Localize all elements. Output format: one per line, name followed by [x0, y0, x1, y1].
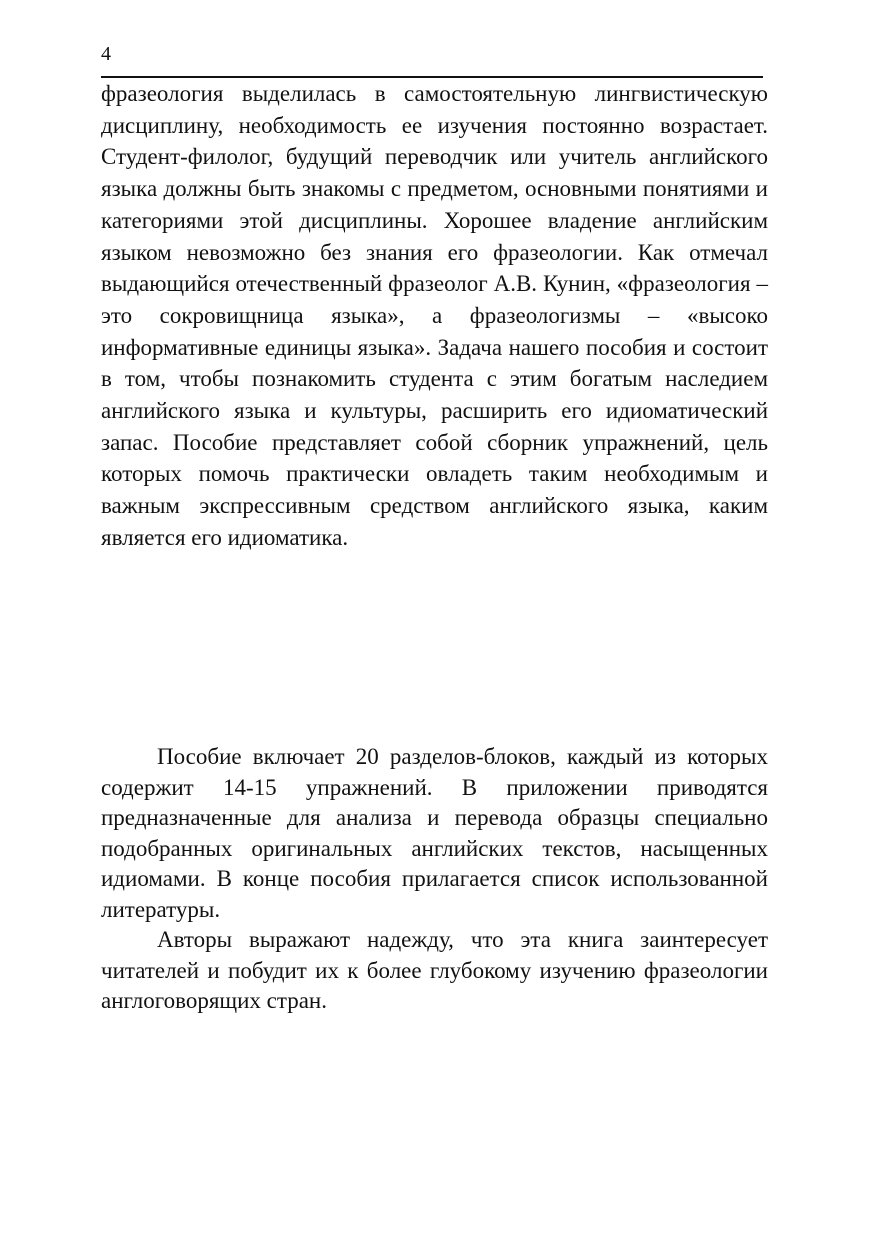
closing-paragraph: Авторы выражают надежду, что эта книга заинтересует читателей и побудит их к более глубокому изучению фразеологии англоговорящих стран.	[101, 927, 768, 1013]
structure-section	[101, 742, 768, 1017]
structure-paragraph: Пособие включает 20 разделов-блоков, каждый из которых содержит 14-15 упражнений. В приложении приводятся предназначенные для анализа и перевода образцы специально подобранных оригинальных английских текстов, насыщенных идиомами. В конце пособия прилагается список использованной литературы.	[101, 744, 768, 922]
page-number: 4	[101, 43, 111, 65]
intro-paragraph: фразеология выделилась в самостоятельную лингвистическую дисциплину, необходимость ее изучения постоянно возрастает. Студент-филолог, будущий переводчик или учитель английского языка должны быть знакомы с предметом, основными понятиями и категориями этой дисциплины. Хорошее владение английским языком невозможно без знания его фразеологии. Как отмечал выдающийся отечественный фразеолог А.В. Кунин, «фразеология – это сокровищница языка», а фразеологизмы – «высоко информативные единицы языка». Задача нашего пособия и состоит в том, чтобы познакомить студента с этим богатым наследием английского языка и культуры, расширить его идиоматический запас. Пособие представляет собой сборник упражнений, цель которых помочь практически овладеть таким необходимым и важным экспрессивным средством английского языка, каким является его идиоматика.	[101, 81, 768, 550]
intro-section	[101, 78, 768, 554]
